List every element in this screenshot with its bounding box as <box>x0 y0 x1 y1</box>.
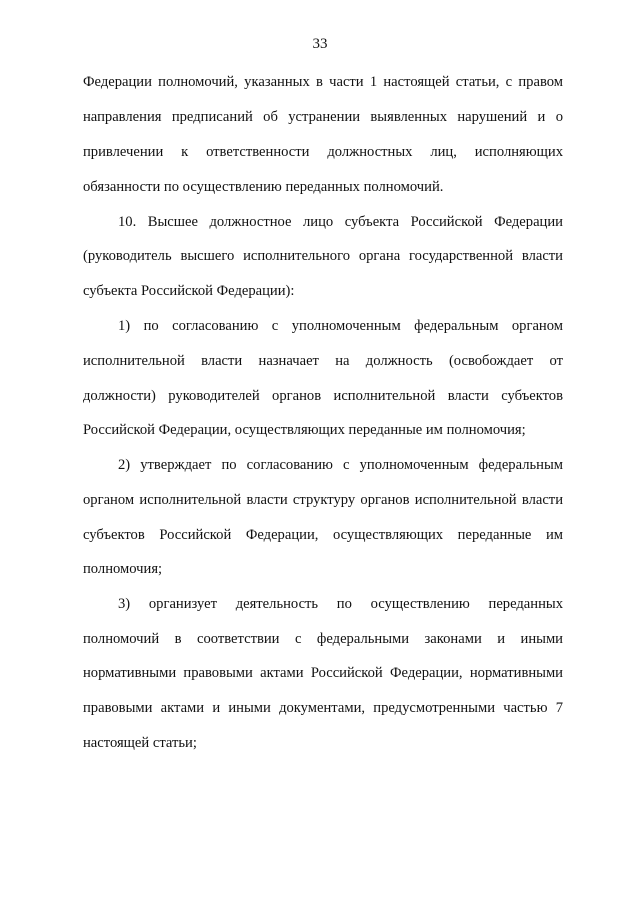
paragraph-3-line-2: исполнительной власти назначает на должность (освобождает от <box>83 353 563 369</box>
paragraph-5-line-2: полномочий в соответствии с федеральными законами и иными <box>83 631 563 647</box>
paragraph-2-line-2: (руководитель высшего исполнительного органа государственной власти <box>83 248 563 264</box>
paragraph-5-line-5: настоящей статьи; <box>83 735 197 751</box>
paragraph-5-line-4: правовыми актами и иными документами, предусмотренными частью 7 <box>83 700 563 716</box>
paragraph-2-line-3: субъекта Российской Федерации): <box>83 283 295 299</box>
paragraph-1-line-3: привлечении к ответственности должностных лиц, исполняющих <box>83 144 563 160</box>
paragraph-5-line-1: 3) организует деятельность по осуществлению переданных <box>118 596 563 612</box>
paragraph-1-line-4: обязанности по осуществлению переданных полномочий. <box>83 179 444 195</box>
page-number: 33 <box>312 36 328 52</box>
paragraph-3-line-4: Российской Федерации, осуществляющих переданные им полномочия; <box>83 422 526 438</box>
paragraph-4-line-1: 2) утверждает по согласованию с уполномоченным федеральным <box>118 457 563 473</box>
paragraph-3-line-1: 1) по согласованию с уполномоченным федеральным органом <box>118 318 563 334</box>
paragraph-5-line-3: нормативными правовыми актами Российской Федерации, нормативными <box>83 665 563 681</box>
paragraph-1-line-2: направления предписаний об устранении выявленных нарушений и о <box>83 109 563 125</box>
paragraph-2-line-1: 10. Высшее должностное лицо субъекта Российской Федерации <box>118 214 563 230</box>
paragraph-4-line-3: субъектов Российской Федерации, осуществляющих переданные им <box>83 527 563 543</box>
paragraph-3-line-3: должности) руководителей органов исполнительной власти субъектов <box>83 388 563 404</box>
paragraph-4-line-2: органом исполнительной власти структуру органов исполнительной власти <box>83 492 563 508</box>
paragraph-4-line-4: полномочия; <box>83 561 163 577</box>
paragraph-1-line-1: Федерации полномочий, указанных в части 1 настоящей статьи, с правом <box>83 74 563 90</box>
